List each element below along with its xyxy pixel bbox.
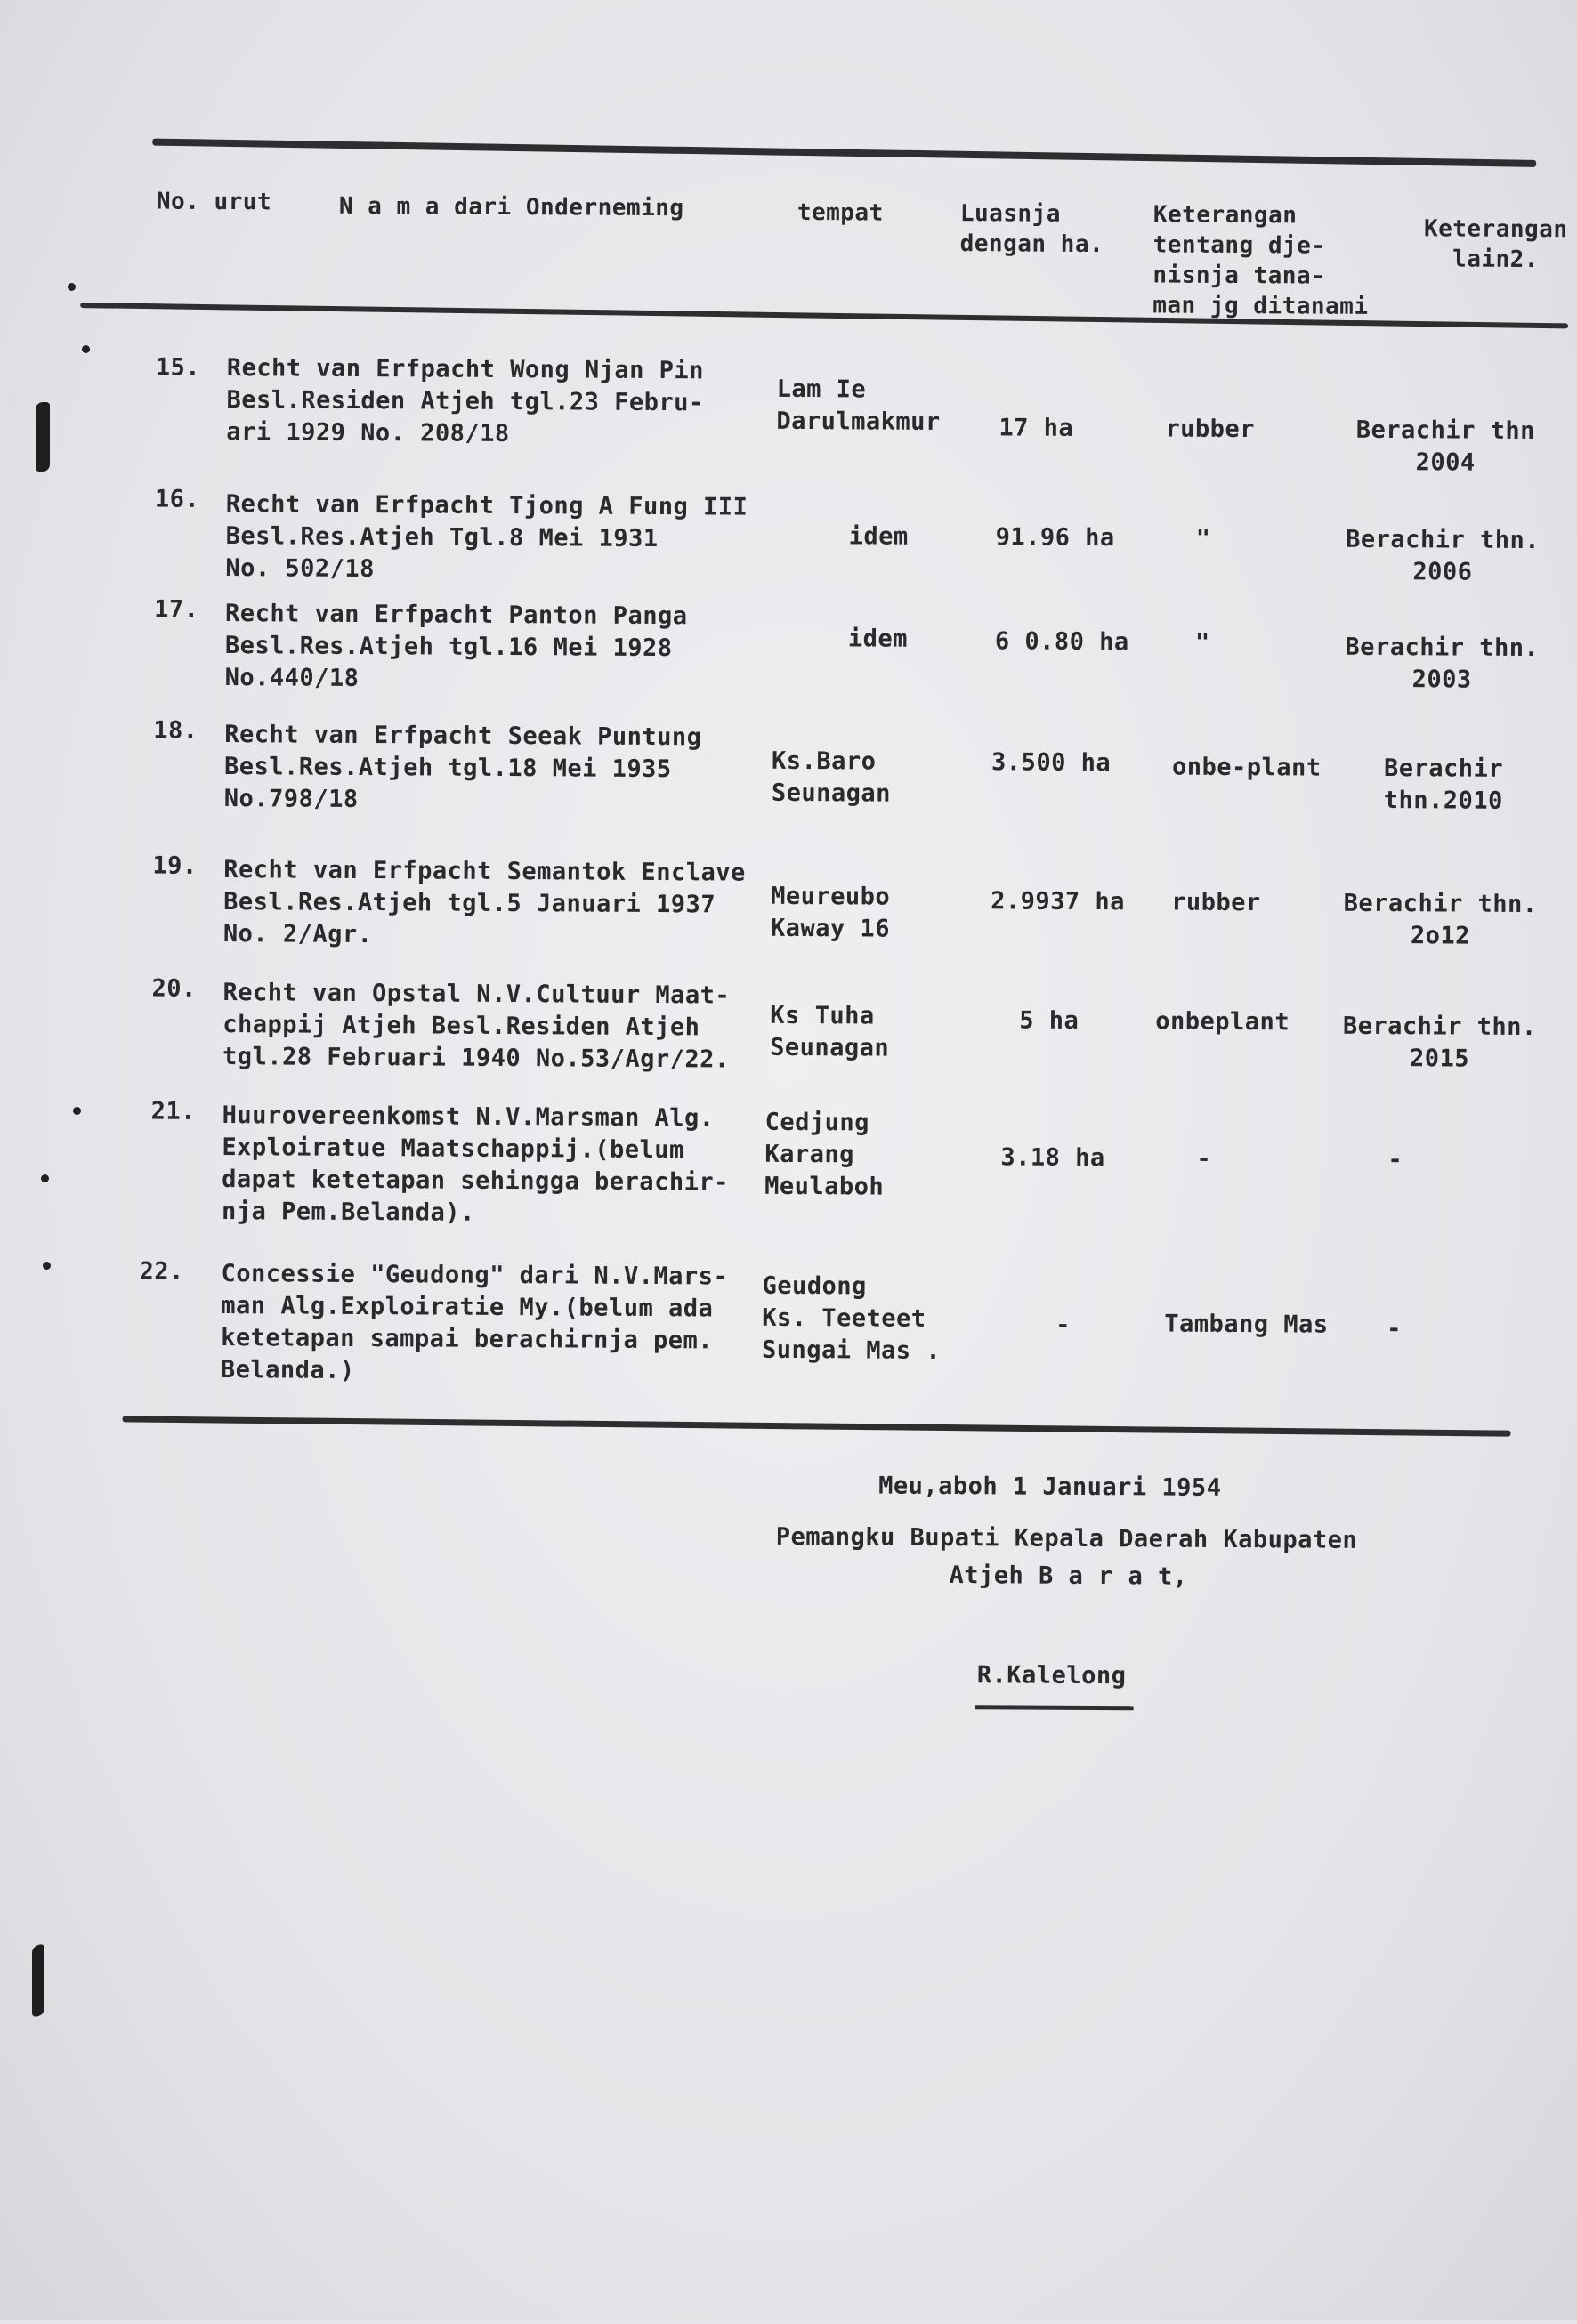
margin-dot (68, 283, 76, 291)
row-nama: Recht van Erfpacht Tjong A Fung III Besl.Res.Atjeh Tgl.8 Mei 1931 No. 502/18 (225, 490, 748, 584)
row-nama: Recht van Erfpacht Seeak Puntung Besl.Res.Atjeh tgl.18 Mei 1935 No.798/18 (223, 721, 702, 813)
row-tempat: idem (847, 625, 909, 653)
row-no: 16. (154, 485, 200, 513)
row-lain: Berachir thn 2004 (1355, 416, 1536, 477)
row-tempat: Lam Ie Darulmakmur (776, 375, 941, 436)
top-rule (152, 139, 1536, 167)
row-lain: Berachir thn. 2003 (1345, 633, 1540, 694)
row-tempat: Meureubo Kaway 16 (770, 882, 891, 943)
row-nama: Recht van Erfpacht Panton Panga Besl.Res.Atjeh tgl.16 Mei 1928 No.440/18 (224, 600, 688, 692)
margin-mark (32, 1943, 44, 2019)
row-luas: 6 0.80 ha (994, 627, 1129, 657)
row-luas: 91.96 ha (995, 523, 1115, 553)
row-lain: Berachir thn.2010 (1383, 754, 1504, 815)
row-lain: Berachir thn. 2015 (1342, 1012, 1537, 1073)
row-luas: - (1055, 1311, 1072, 1339)
row-lain: - (1387, 1146, 1403, 1174)
place-date: Meu,aboh 1 Januari 1954 (878, 1472, 1222, 1502)
row-tanaman: onbeplant (1155, 1007, 1290, 1037)
row-lain: Berachir thn. 2o12 (1343, 889, 1538, 950)
row-nama: Recht van Opstal N.V.Cultuur Maat- chappij Atjeh Besl.Residen Atjeh tgl.28 Februari 1940 No.53/Agr/22. (222, 979, 731, 1074)
row-nama: Huurovereenkomst N.V.Marsman Alg. Exploiratue Maatschappij.(belum dapat ketetapan sehingga berachir- nja Pem.Belanda). (221, 1101, 729, 1227)
row-tempat: Geudong Ks. Teeteet Sungai Mas . (761, 1271, 942, 1365)
bottom-rule (123, 1416, 1511, 1436)
margin-dot (73, 1107, 81, 1115)
row-nama: Concessie "Geudong" dari N.V.Mars- man Alg.Exploiratie My.(belum ada ketetapan sampai berachirnja pem. Belanda.) (220, 1260, 729, 1384)
row-no: 21. (150, 1097, 197, 1126)
margin-mark (36, 402, 50, 472)
row-nama: Recht van Erfpacht Wong Njan Pin Besl.Residen Atjeh tgl.23 Febru- ari 1929 No. 208/18 (226, 354, 705, 448)
header-luas: Luasnja dengan ha. (959, 200, 1104, 259)
official-title-line1: Pemangku Bupati Kepala Daerah Kabupaten (775, 1522, 1358, 1554)
row-no: 18. (153, 716, 198, 745)
row-nama: Recht van Erfpacht Semantok Enclave Besl.Res.Atjeh tgl.5 Januari 1937 No. 2/Agr. (222, 856, 746, 949)
margin-dot (41, 1174, 49, 1182)
row-tempat: Cedjung Karang Meulaboh (764, 1108, 885, 1201)
row-no: 15. (155, 353, 201, 382)
header-nama: N a m a dari Onderneming (338, 192, 684, 222)
row-luas: 3.18 ha (1000, 1143, 1105, 1173)
row-tanaman: rubber (1165, 415, 1256, 444)
row-luas: 3.500 ha (991, 748, 1112, 778)
margin-dot (43, 1262, 51, 1270)
row-tanaman: " (1194, 628, 1210, 657)
row-tempat: idem (848, 522, 909, 551)
row-no: 22. (139, 1257, 184, 1286)
row-luas: 5 ha (1019, 1006, 1080, 1035)
header-tempat: tempat (797, 198, 884, 227)
row-luas: 17 ha (999, 414, 1074, 442)
row-tanaman: " (1195, 524, 1211, 553)
header-no: No. urut (156, 188, 272, 216)
row-no: 17. (154, 595, 199, 624)
header-ket-tanaman: Keterangan tentang dje- nisnja tana- man jg ditanami (1152, 201, 1369, 320)
row-luas: 2.9937 ha (991, 887, 1126, 916)
signature-underline (975, 1705, 1134, 1710)
row-tempat: Ks Tuha Seunagan (770, 1001, 890, 1062)
row-tanaman: Tambang Mas (1164, 1310, 1329, 1339)
row-tempat: Ks.Baro Seunagan (771, 746, 892, 808)
row-lain: Berachir thn. 2006 (1346, 525, 1541, 586)
signatory-name: R.Kalelong (976, 1661, 1127, 1691)
row-tanaman: rubber (1171, 888, 1261, 917)
official-title-line2: Atjeh B a r a t, (949, 1561, 1188, 1591)
row-tanaman: onbe-plant (1171, 753, 1322, 782)
row-lain: - (1387, 1315, 1403, 1344)
row-no: 19. (152, 851, 198, 880)
row-tanaman: - (1196, 1144, 1212, 1173)
margin-dot (82, 345, 90, 353)
header-ket-lain: Keterangan lain2. (1423, 215, 1568, 274)
row-no: 20. (151, 974, 197, 1003)
